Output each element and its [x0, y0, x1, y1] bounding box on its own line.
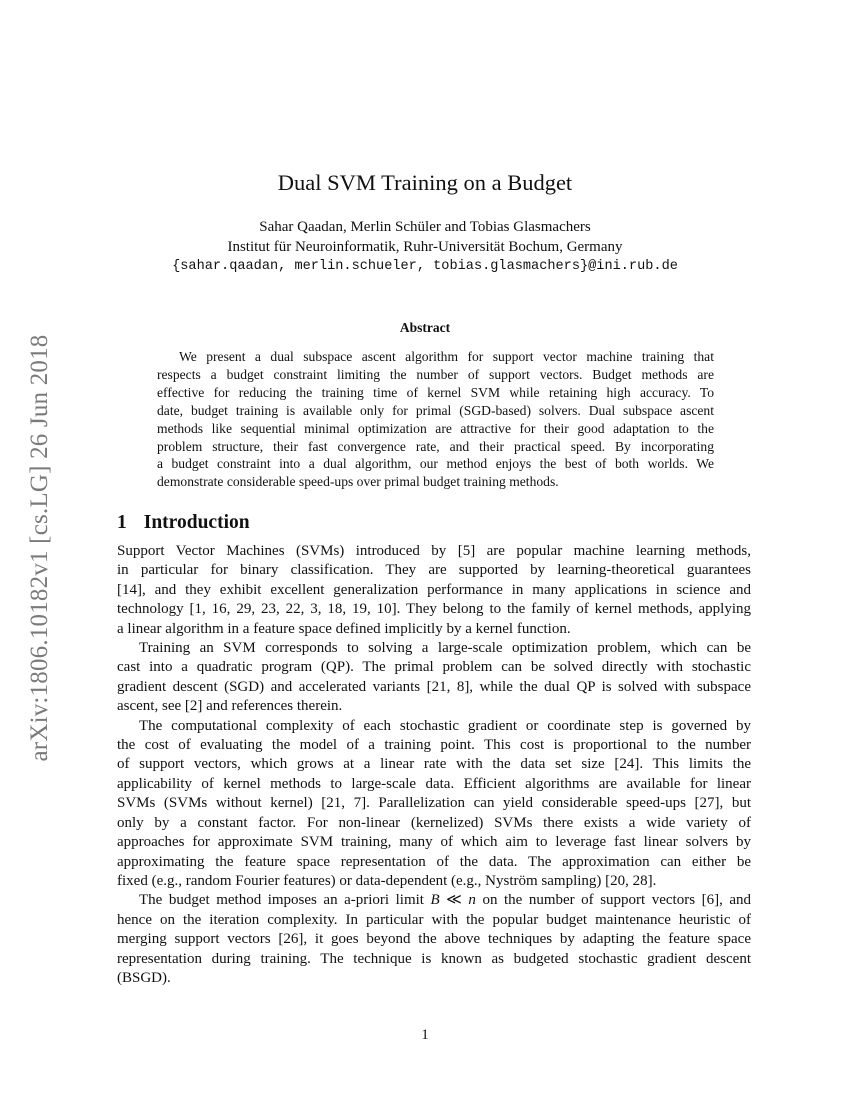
text-line: approximating the feature space representation of the data. The approximation can either be	[117, 853, 751, 870]
text-line: Support Vector Machines (SVMs) introduced by [5] are popular machine learning methods,	[117, 543, 751, 559]
paragraph	[117, 717, 751, 892]
text-line: representation during training. The technique is known as budgeted stochastic gradient descent	[117, 950, 751, 967]
abstract-heading: Abstract	[399, 320, 451, 335]
text-line: technology [1, 16, 29, 23, 22, 3, 18, 19, 10]. They belong to the family of kernel methods, applying	[117, 601, 751, 618]
text-line: hence on the iteration complexity. In particular with the popular budget maintenance heuristic of	[117, 911, 751, 928]
affiliation: Institut für Neuroinformatik, Ruhr-Universität Bochum, Germany	[227, 239, 623, 255]
text-line: problem structure, their fast convergence rate, and their practical speed. By incorporating	[157, 438, 714, 454]
text-line: (BSGD).	[117, 969, 171, 986]
text-line: Training an SVM corresponds to solving a large-scale optimization problem, which can be	[139, 640, 751, 657]
text-line: demonstrate considerable speed-ups over primal budget training methods.	[157, 474, 559, 490]
text-line: a budget constraint into a dual algorithm, our method enjoys the best of both worlds. We	[157, 456, 714, 472]
math-symbol: B	[430, 892, 440, 909]
text-line: [14], and they exhibit excellent generalization performance in many applications in science and	[117, 581, 751, 598]
text-line: fixed (e.g., random Fourier features) or data-dependent (e.g., Nyström sampling) [20, 28].	[117, 872, 657, 889]
text-line: gradient descent (SGD) and accelerated variants [21, 8], while the dual QP is solved with subspace	[117, 678, 751, 695]
math-symbol: n	[468, 892, 476, 909]
section-heading	[117, 512, 250, 534]
text-span: on the number of support vectors [6], and	[475, 892, 752, 909]
introduction-body	[117, 542, 751, 988]
text-line	[117, 891, 751, 910]
text-line: The computational complexity of each stochastic gradient or coordinate step is governed by	[139, 717, 751, 734]
text-line: methods like sequential minimal optimization are attractive for their good adaptation to the	[157, 420, 714, 436]
text-line: of support vectors, which grows at a linear rate with the data set size [24]. This limits the	[117, 756, 751, 773]
author-emails: {sahar.qaadan, merlin.schueler, tobias.glasmachers}@ini.rub.de	[172, 259, 678, 274]
abstract-body	[157, 348, 714, 491]
text-line: We present a dual subspace ascent algorithm for support vector machine training that	[179, 349, 714, 364]
section-title: Introduction	[143, 512, 250, 533]
text-span: ≪	[439, 892, 469, 909]
paragraph	[117, 891, 751, 988]
text-line: in particular for binary classification. They are supported by learning-theoretical guarantees	[117, 562, 751, 579]
arxiv-identifier-stamp: arXiv:1806.10182v1 [cs.LG] 26 Jun 2018	[26, 334, 53, 762]
text-line: merging support vectors [26], it goes beyond the above techniques by adapting the feature space	[117, 931, 751, 948]
paragraph	[117, 639, 751, 717]
text-line: respects a budget constraint limiting the number of support vectors. Budget methods are	[157, 366, 714, 382]
paper-title: Dual SVM Training on a Budget	[277, 170, 573, 195]
text-line: approaches for approximate SVM training, many of which aim to leverage fast linear solvers by	[117, 834, 751, 851]
text-line: date, budget training is available only for primal (SGD-based) solvers. Dual subspace ascent	[157, 402, 714, 418]
paragraph	[117, 542, 751, 639]
authors: Sahar Qaadan, Merlin Schüler and Tobias Glasmachers	[259, 219, 591, 235]
text-line: a linear algorithm in a feature space defined implicitly by a kernel function.	[117, 620, 571, 637]
text-line: ascent, see [2] and references therein.	[117, 698, 343, 715]
text-line: the cost of evaluating the model of a training point. This cost is proportional to the number	[117, 737, 751, 754]
text-line: effective for reducing the training time of kernel SVM while retaining high accuracy. To	[157, 384, 714, 400]
text-line: SVMs (SVMs without kernel) [21, 7]. Parallelization can yield considerable speed-ups [27], but	[117, 795, 751, 812]
section-number: 1	[117, 512, 127, 533]
text-line: applicability of kernel methods to large-scale data. Efficient algorithms are available for linear	[117, 775, 751, 792]
page-number: 1	[421, 1027, 429, 1043]
text-line: cast into a quadratic program (QP). The primal problem can be solved directly with stochastic	[117, 659, 751, 676]
text-span: The budget method imposes an a-priori limit	[139, 892, 431, 909]
text-line: only by a constant factor. For non-linear (kernelized) SVMs there exists a wide variety of	[117, 814, 751, 831]
